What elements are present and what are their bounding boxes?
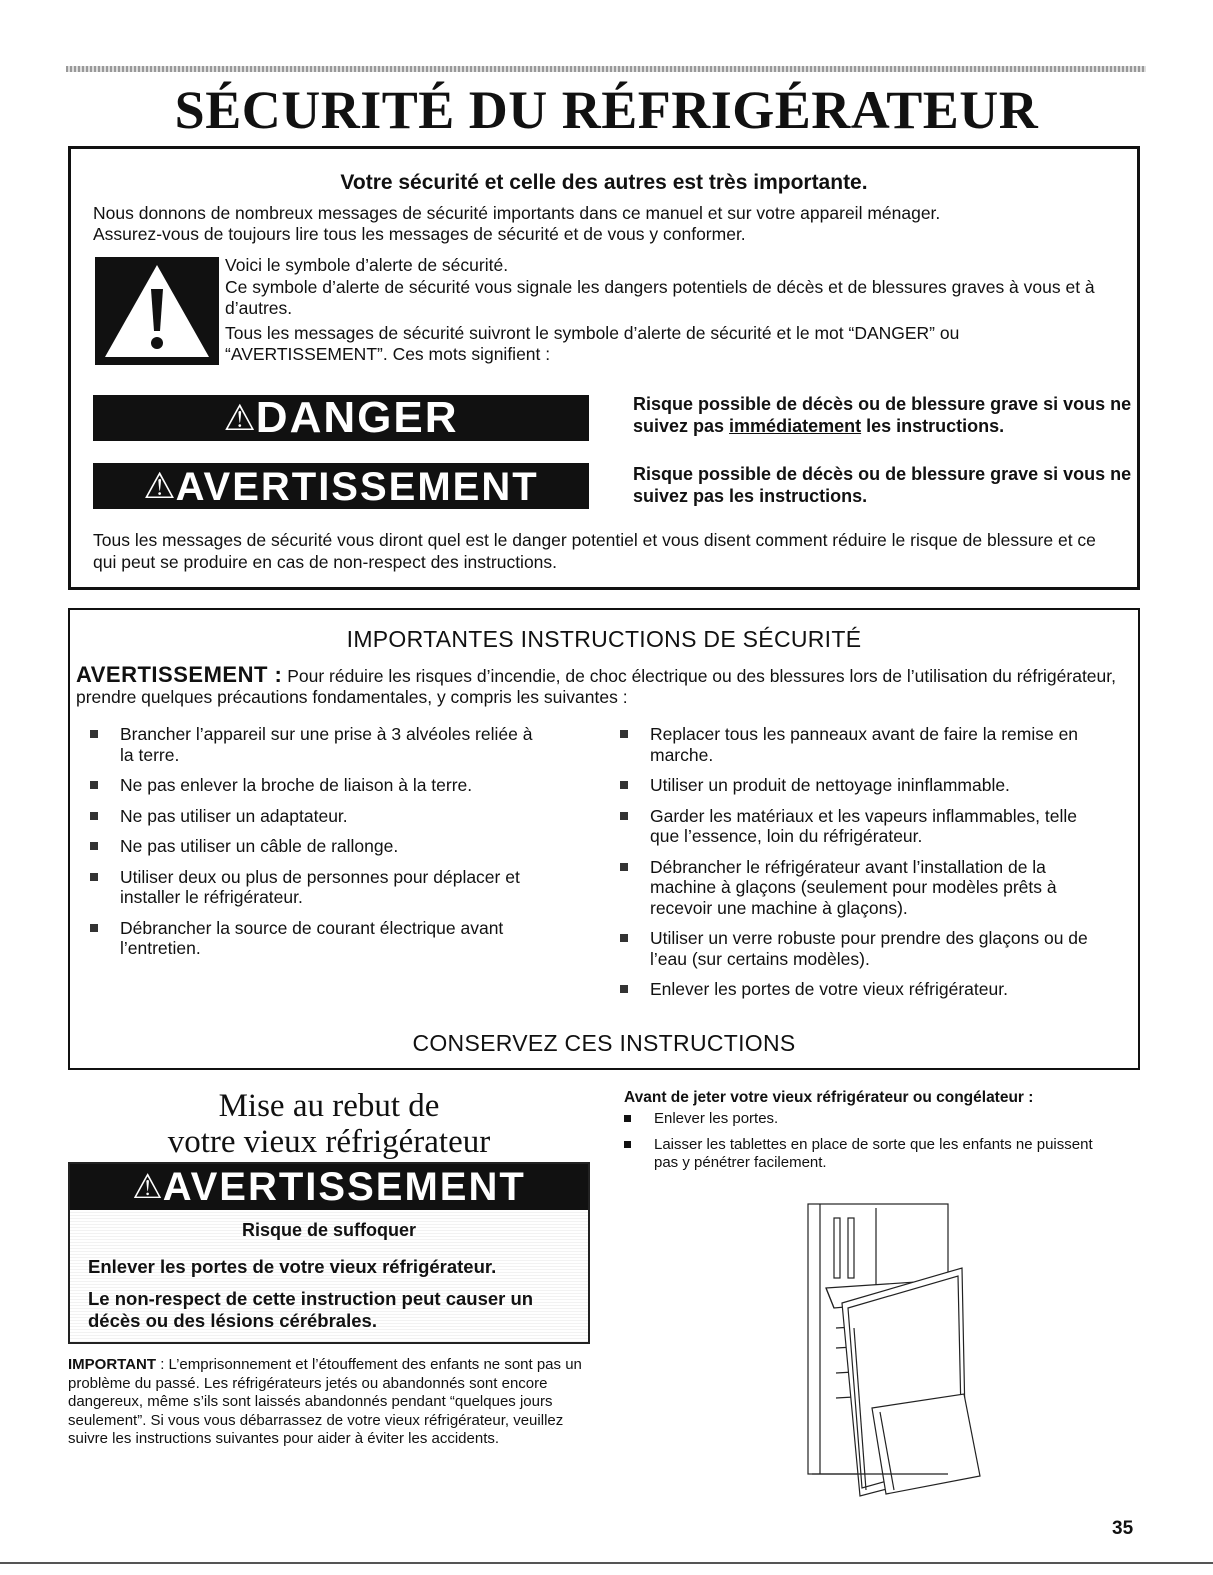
instructions-box <box>68 608 1140 1070</box>
list-item <box>90 918 550 959</box>
important-note <box>68 1356 598 1449</box>
bullet-icon <box>624 1115 631 1122</box>
list-item <box>624 1110 1104 1128</box>
danger-desc-emphasis: immédiatement <box>729 416 862 436</box>
list-item <box>90 724 550 765</box>
intro-line-2: Assurez-vous de toujours lire tous les messages de sécurité et de vous y conformer. <box>93 224 746 244</box>
bullet-icon <box>620 985 628 993</box>
bullet-icon <box>90 730 98 738</box>
list-item <box>620 928 1110 969</box>
warning-word: AVERTISSEMENT <box>162 1165 526 1209</box>
warning-label <box>70 1164 588 1210</box>
bullet-icon <box>620 863 628 871</box>
suffocation-warning-box <box>68 1162 590 1344</box>
list-item-text: Enlever les portes. <box>654 1110 779 1127</box>
list-item <box>90 775 550 796</box>
bullet-icon <box>624 1141 631 1148</box>
disposal-title <box>68 1088 590 1160</box>
list-item-text: Replacer tous les panneaux avant de faire la remise en marche. <box>650 724 1079 765</box>
bullet-icon <box>620 781 628 789</box>
bullet-icon <box>620 934 628 942</box>
list-item <box>620 979 1110 1000</box>
danger-label <box>93 395 589 441</box>
list-item-text: Utiliser deux ou plus de personnes pour déplacer et installer le réfrigérateur. <box>120 866 520 907</box>
warning-word: AVERTISSEMENT <box>175 465 539 509</box>
symbol-line-3: Tous les messages de sécurité suivront le symbole d’alerte de sécurité et le mot “DANGER” ou “AVERTISSEMENT”. Ces mots signifient : <box>225 322 960 364</box>
symbol-line-1: Voici le symbole d’alerte de sécurité. <box>225 255 509 275</box>
instructions-left-list <box>90 724 550 969</box>
warning-label <box>93 463 589 509</box>
warning-keyword: AVERTISSEMENT : <box>76 662 283 687</box>
safety-intro-box <box>68 146 1140 590</box>
safety-subheading: Votre sécurité et celle des autres est très importante. <box>340 171 868 194</box>
instructions-heading: IMPORTANTES INSTRUCTIONS DE SÉCURITÉ <box>346 626 862 652</box>
before-disposal-heading: Avant de jeter votre vieux réfrigérateur ou congélateur : <box>624 1089 1034 1106</box>
danger-word: DANGER <box>255 393 459 442</box>
bullet-icon <box>90 924 98 932</box>
safety-alert-icon <box>95 257 219 365</box>
refrigerator-doors-removed-illustration <box>776 1198 996 1498</box>
intro-line-1: Nous donnons de nombreux messages de sécurité importants dans ce manuel et sur votre appareil ménager. <box>93 203 941 223</box>
list-item-text: Débrancher le réfrigérateur avant l’installation de la machine à glaçons (seulement pour modèles prêts à recevoir une machine à glaçons). <box>650 856 1057 918</box>
list-item-text: Enlever les portes de votre vieux réfrigérateur. <box>650 979 1008 999</box>
list-item-text: Garder les matériaux et les vapeurs inflammables, telle que l’essence, loin du réfrigérateur. <box>650 805 1077 846</box>
page-number: 35 <box>1112 1518 1134 1539</box>
bullet-icon <box>90 781 98 789</box>
instructions-right-list <box>620 724 1110 1010</box>
list-item-text: Débrancher la source de courant électrique avant l’entretien. <box>120 917 504 958</box>
list-item <box>90 836 550 857</box>
bullet-icon <box>620 730 628 738</box>
bullet-icon <box>90 812 98 820</box>
top-rule <box>66 66 1146 72</box>
bottom-rule <box>0 1562 1213 1564</box>
bullet-icon <box>90 873 98 881</box>
list-item-text: Laisser les tablettes en place de sorte que les enfants ne puissent pas y pénétrer facilement. <box>654 1136 1093 1171</box>
list-item-text: Ne pas utiliser un câble de rallonge. <box>120 836 399 856</box>
warning-triangle-icon: ⚠ <box>132 1168 163 1206</box>
page-title: SÉCURITÉ DU RÉFRIGÉRATEUR <box>174 80 1039 140</box>
instructions-warning <box>76 664 1126 708</box>
keep-instructions: CONSERVEZ CES INSTRUCTIONS <box>412 1030 796 1056</box>
danger-desc-text: Risque possible de décès ou de blessure grave si vous ne suivez pas <box>633 394 1132 436</box>
list-item <box>90 867 550 908</box>
suffocation-risk: Risque de suffoquer <box>241 1220 416 1240</box>
list-item <box>620 775 1110 796</box>
list-item-text: Brancher l’appareil sur une prise à 3 alvéoles reliée à la terre. <box>120 724 533 765</box>
disposal-title-line-1: Mise au rebut de <box>218 1088 440 1124</box>
safety-outro: Tous les messages de sécurité vous diront quel est le danger potentiel et vous disent comment réduire le risque de blessure et ce qui peut se produire en cas de non-respect des instructions. <box>93 530 1096 572</box>
symbol-line-2: Ce symbole d’alerte de sécurité vous signale les dangers potentiels de décès et de blessures graves à vous et à d’autres. <box>225 276 1095 318</box>
safety-intro <box>93 203 1123 245</box>
list-item <box>624 1136 1104 1172</box>
list-item <box>90 806 550 827</box>
important-label: IMPORTANT <box>68 1356 157 1373</box>
important-text: : L’emprisonnement et l’étouffement des enfants ne sont pas un problème du passé. Les réfrigérateurs jetés ou abandonnés sont encore dangereux, même s’ils sont laissés abandonnés pendant “quelques jours seulement”. Si vous vous débarrassez de votre vieux réfrigérateur, veuillez suivre les instructions suivantes pour aider à éviter les accidents. <box>68 1356 582 1447</box>
danger-desc-end: les instructions. <box>861 416 1005 436</box>
before-disposal-list <box>624 1110 1104 1180</box>
danger-description <box>633 393 1133 437</box>
list-item-text: Utiliser un produit de nettoyage ininflammable. <box>650 775 1010 795</box>
list-item-text: Utiliser un verre robuste pour prendre des glaçons ou de l’eau (sur certains modèles). <box>650 928 1088 969</box>
bullet-icon <box>620 812 628 820</box>
list-item <box>620 857 1110 919</box>
list-item <box>620 806 1110 847</box>
warning-triangle-icon: ⚠ <box>143 465 176 506</box>
warning-triangle-icon: ⚠ <box>223 397 256 438</box>
remove-doors-action: Enlever les portes de votre vieux réfrigérateur. <box>88 1256 497 1277</box>
warning-text: Pour réduire les risques d’incendie, de choc électrique ou des blessures lors de l’utilisation du réfrigérateur, prendre quelques précautions fondamentales, y compris les suivantes : <box>76 666 1116 707</box>
warning-consequence: Le non-respect de cette instruction peut causer un décès ou des lésions cérébrales. <box>88 1288 534 1331</box>
disposal-title-line-2: votre vieux réfrigérateur <box>167 1124 491 1160</box>
symbol-explanation <box>225 255 1125 366</box>
warning-description: Risque possible de décès ou de blessure grave si vous ne suivez pas les instructions. <box>633 464 1132 506</box>
list-item <box>620 724 1110 765</box>
bullet-icon <box>90 842 98 850</box>
list-item-text: Ne pas enlever la broche de liaison à la terre. <box>120 775 473 795</box>
list-item-text: Ne pas utiliser un adaptateur. <box>120 805 348 826</box>
